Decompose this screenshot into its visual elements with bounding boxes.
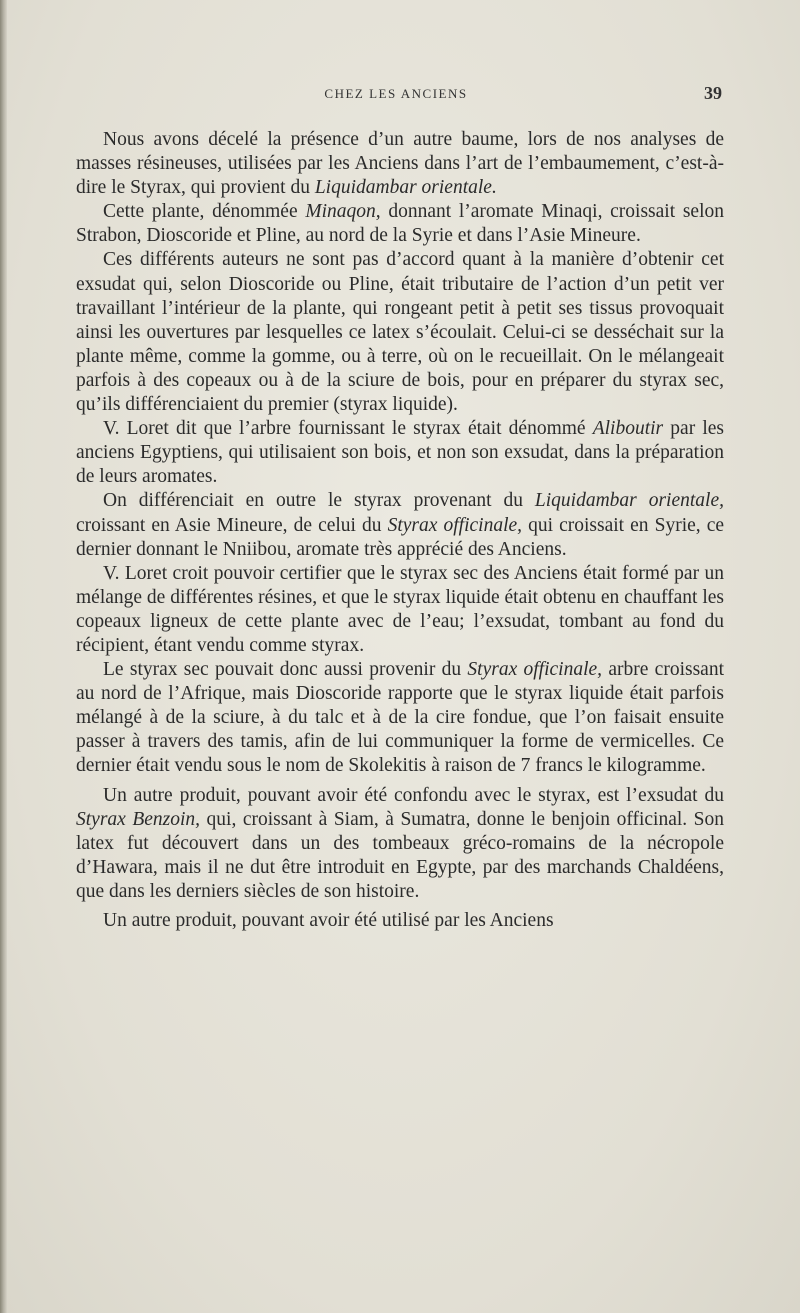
running-title: CHEZ LES ANCIENS bbox=[324, 86, 468, 101]
paragraph bbox=[76, 248, 724, 417]
plant-name: Minaqon, bbox=[305, 201, 381, 223]
species-name: Liquidambar orientale, bbox=[534, 490, 724, 512]
page-binding-edge bbox=[0, 0, 7, 1313]
paragraph bbox=[76, 200, 724, 248]
species-name: Styrax officinale, bbox=[387, 514, 523, 536]
running-header bbox=[70, 83, 722, 106]
text-segment: Un autre produit, pouvant avoir été confondu avec le styrax, est l’exsudat du bbox=[103, 784, 724, 806]
species-name: Liquidambar orientale. bbox=[314, 177, 497, 199]
text-segment: par les anciens Egyptiens, qui utilisaient son bois, et non son exsudat, dans la préparation de leurs aromates. bbox=[76, 418, 725, 488]
text-segment: V. Loret croit pouvoir certifier que le styrax sec des Anciens était formé par un mélange de différentes résines, et que le styrax liquide était obtenu en chauffant les copeaux ligneux de cette plante avec de l’eau; l’exsudat, tombant au fond du récipient, étant vendu comme styrax. bbox=[76, 562, 724, 656]
paragraph bbox=[76, 658, 724, 778]
text-segment: V. Loret dit que l’arbre fournissant le styrax était dénommé bbox=[103, 418, 593, 440]
text-segment: qui croissait en Syrie, ce dernier donnant le Nniibou, aromate très apprécié des Anciens. bbox=[76, 514, 725, 560]
text-segment: qui, croissant à Siam, à Sumatra, donne le benjoin officinal. Son latex fut découvert dans un des tombeaux gréco-romains de la nécropole d’Hawara, mais il ne dut être introduit en Egypte, par des marchands Chaldéens, que dans les derniers siècles de son histoire. bbox=[76, 808, 724, 902]
species-name: Styrax officinale, bbox=[467, 659, 603, 681]
page-number: 39 bbox=[704, 83, 722, 103]
tree-name: Aliboutir bbox=[592, 418, 664, 440]
paragraph bbox=[76, 489, 724, 561]
text-segment: Un autre produit, pouvant avoir été utilisé par les Anciens bbox=[103, 910, 554, 931]
text-segment: donnant l’aromate Minaqi, croissait selon Strabon, Dioscoride et Pline, au nord de la Syrie et dans l’Asie Mineure. bbox=[76, 201, 724, 247]
paragraph bbox=[76, 784, 724, 904]
text-segment: Cette plante, dénommée bbox=[103, 201, 306, 223]
paragraph bbox=[76, 417, 724, 489]
text-segment: On différenciait en outre le styrax provenant du bbox=[103, 490, 535, 512]
paragraph bbox=[76, 562, 724, 658]
text-segment: arbre croissant au nord de l’Afrique, mais Dioscoride rapporte que le styrax liquide était parfois mélangé à de la sciure, à du talc et à de la cire fondue, que l’on faisait ensuite passer à travers des tamis, afin de lui communiquer la forme de vermicelles. Ce dernier était vendu sous le nom de Skolekitis à raison de 7 francs le kilogramme. bbox=[76, 659, 724, 777]
body-text bbox=[76, 128, 724, 933]
text-segment: Ces différents auteurs ne sont pas d’accord quant à la manière d’obtenir cet exsudat qui, selon Dioscoride ou Pline, était tributaire de l’action d’un petit ver travaillant l’intérieur de la plante, qui rongeant petit à petit ses tissus provoquait ainsi les ouvertures par lesquelles ce latex s’écoulait. Celui-ci se desséchait sur la plante même, comme la gomme, ou à terre, où on le recueillait. On le mélangeait parfois à des copeaux ou à de la sciure de bois, pour en préparer du styrax sec, qu’ils différenciaient du premier (styrax liquide). bbox=[76, 249, 724, 416]
text-segment: Nous avons décelé la présence d’un autre baume, lors de nos analyses de masses résineuses, utilisées par les Anciens dans l’art de l’embaumement, c’est-à-dire le Styrax, qui provient du bbox=[76, 129, 724, 199]
text-segment: croissant en Asie Mineure, de celui du bbox=[76, 514, 388, 536]
paragraph bbox=[76, 909, 724, 933]
paragraph bbox=[76, 128, 724, 200]
text-segment: Le styrax sec pouvait donc aussi provenir du bbox=[103, 659, 468, 681]
species-name: Styrax Benzoin, bbox=[76, 808, 201, 830]
